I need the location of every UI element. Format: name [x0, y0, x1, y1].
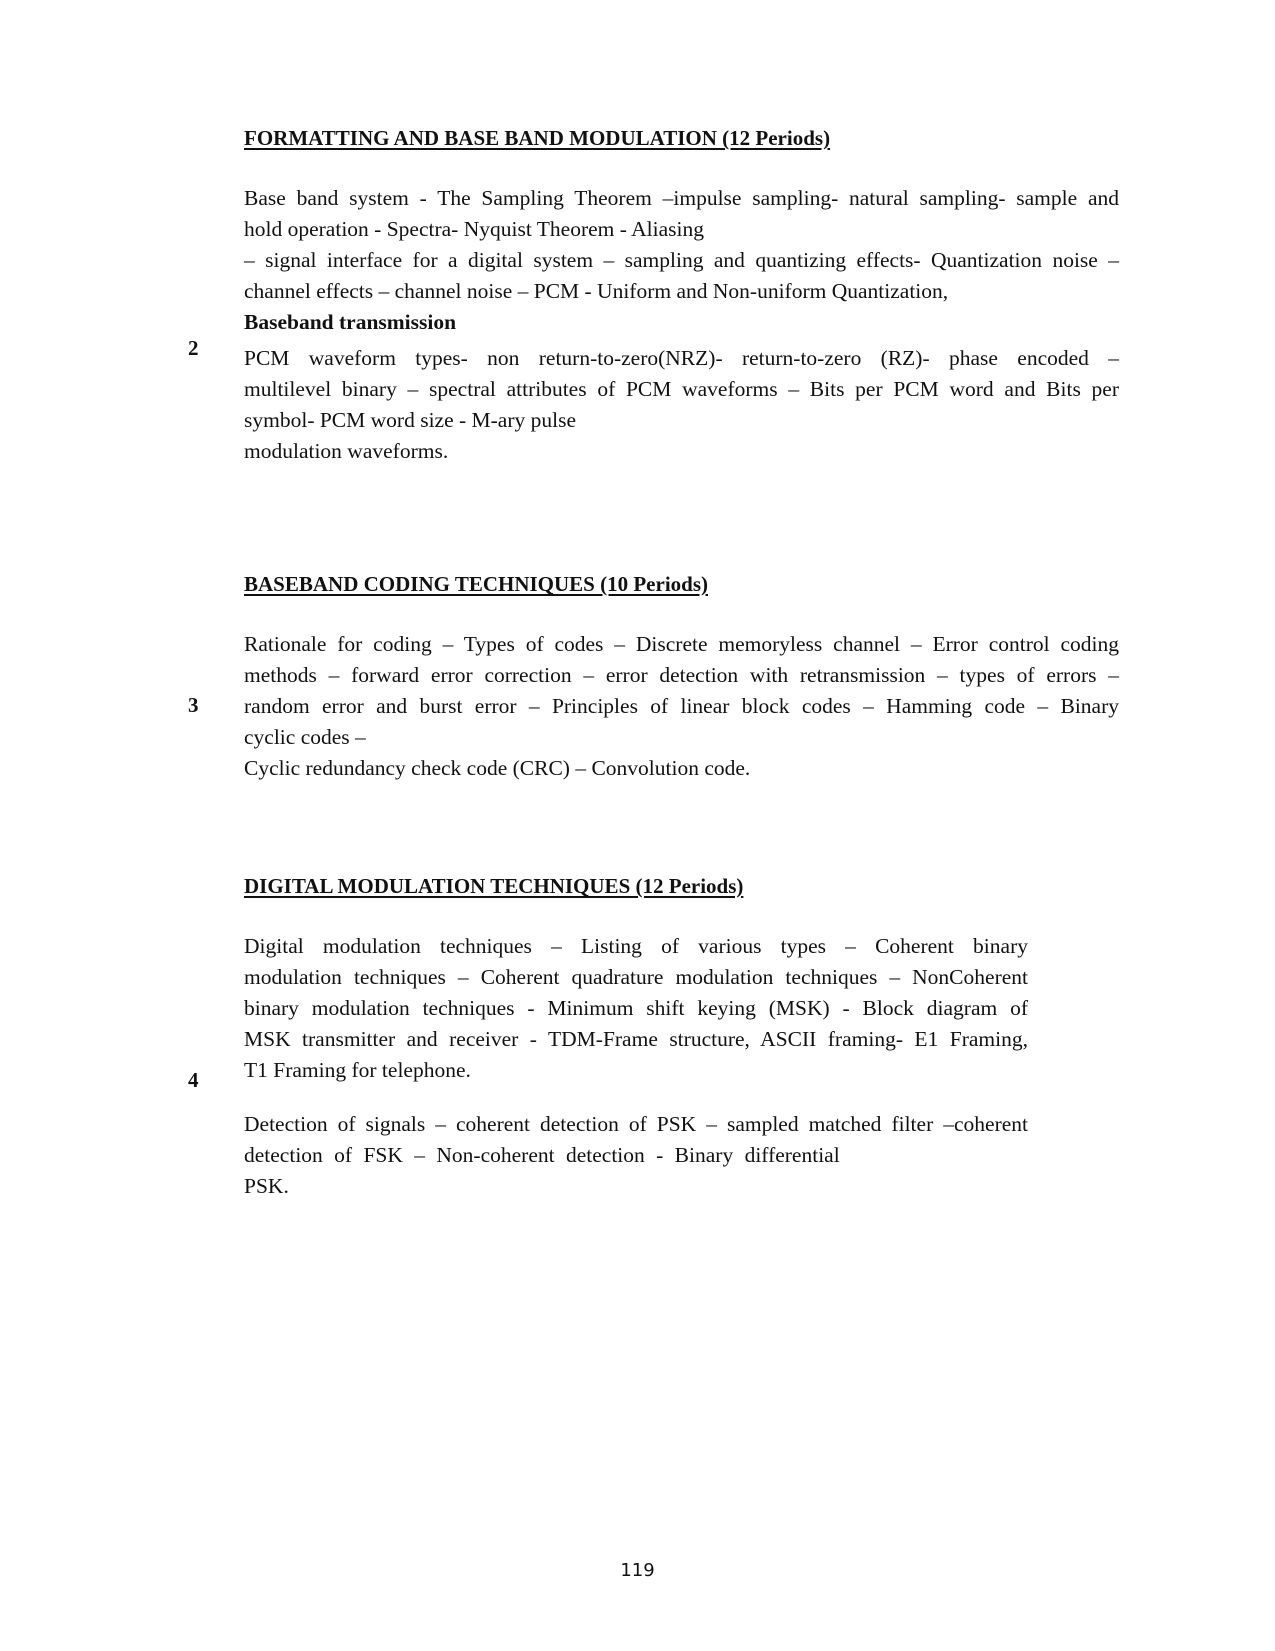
unit-3-heading: BASEBAND CODING TECHNIQUES (10 Periods) — [244, 572, 708, 596]
text-line: symbol- PCM word size - M-ary pulse — [244, 408, 577, 432]
unit-2-heading: FORMATTING AND BASE BAND MODULATION (12 Periods) — [244, 126, 831, 150]
text-line: PSK. — [244, 1174, 289, 1198]
text-line: cyclic codes – — [244, 725, 366, 749]
text-line: multilevel binary – spectral attributes of PCM waveforms – Bits per PCM word and Bits per — [244, 377, 1119, 401]
text-line: Base band system - The Sampling Theorem –impulse sampling- natural sampling- sample and — [244, 186, 1119, 210]
unit-4-number: 4 — [188, 1068, 199, 1092]
text-line: – signal interface for a digital system – sampling and quantizing effects- Quantization noise – — [244, 248, 1119, 272]
text-line: T1 Framing for telephone. — [244, 1058, 471, 1082]
text-line: random error and burst error – Principles of linear block codes – Hamming code – Binary — [244, 694, 1119, 718]
text-line: binary modulation techniques - Minimum shift keying (MSK) - Block diagram of — [244, 996, 1028, 1020]
text-line: Cyclic redundancy check code (CRC) – Convolution code. — [244, 756, 751, 780]
text-line: Digital modulation techniques – Listing of various types – Coherent binary — [244, 934, 1028, 958]
text-line: channel effects – channel noise – PCM - Uniform and Non-uniform Quantization, — [244, 279, 949, 303]
text-line: MSK transmitter and receiver - TDM-Frame structure, ASCII framing- E1 Framing, — [244, 1027, 1028, 1051]
unit-2-paragraph-1 — [244, 183, 1119, 338]
text-line: Detection of signals – coherent detection of PSK – sampled matched filter –coherent — [244, 1112, 1028, 1136]
unit-4-paragraph-2 — [244, 1109, 1028, 1202]
text-line: modulation waveforms. — [244, 439, 449, 463]
unit-3-paragraph-1 — [244, 629, 1119, 784]
text-line: detection of FSK – Non-coherent detection - Binary differential — [244, 1143, 840, 1167]
unit-4-paragraph-1 — [244, 931, 1028, 1086]
unit-3-number: 3 — [188, 693, 199, 717]
text-line: hold operation - Spectra- Nyquist Theorem - Aliasing — [244, 217, 704, 241]
text-line: PCM waveform types- non return-to-zero(NRZ)- return-to-zero (RZ)- phase encoded – — [244, 346, 1119, 370]
text-line: Rationale for coding – Types of codes – Discrete memoryless channel – Error control coding — [244, 632, 1119, 656]
unit-2-subheading: Baseband transmission — [244, 310, 457, 334]
page-number: 119 — [620, 1560, 655, 1581]
unit-2-number: 2 — [188, 336, 199, 360]
text-line: methods – forward error correction – error detection with retransmission – types of errors – — [244, 663, 1119, 687]
unit-4-heading: DIGITAL MODULATION TECHNIQUES (12 Periods) — [244, 874, 744, 898]
unit-2-paragraph-2 — [244, 343, 1119, 467]
text-line: modulation techniques – Coherent quadrature modulation techniques – NonCoherent — [244, 965, 1028, 989]
